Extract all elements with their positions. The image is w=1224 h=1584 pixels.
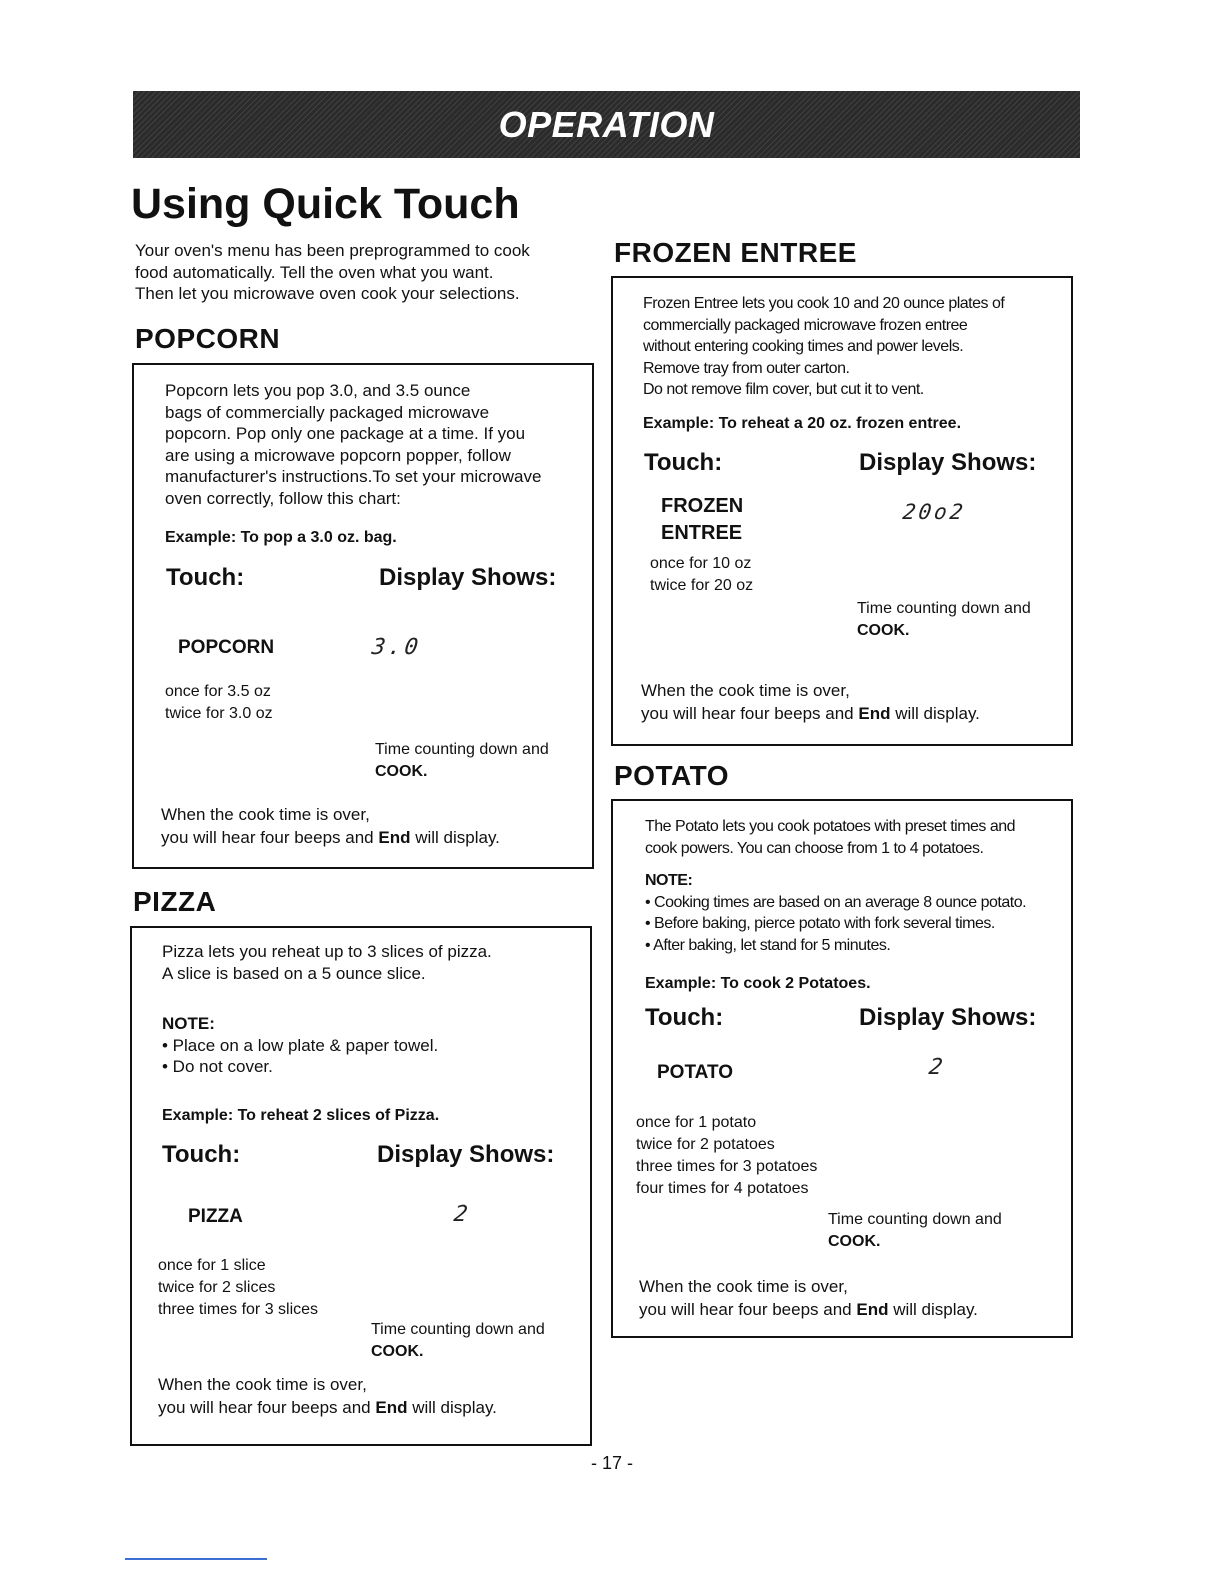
potato-notes: NOTE: • Cooking times are based on an average 8 ounce potato. • Before baking, pierce potato with fork several times. • After baking, let stand for 5 minutes. [645,872,1027,954]
pizza-notes: NOTE: • Place on a low plate & paper towel. • Do not cover. [162,1014,439,1076]
popcorn-display-readout: 3.0 [370,635,423,660]
potato-key: POTATO [657,1062,733,1083]
pizza-key: PIZZA [188,1206,243,1227]
pizza-box [130,926,592,1446]
frozen-entree-display-readout: 20o2 [901,500,968,524]
footer-divider [125,1558,267,1560]
popcorn-box [132,363,594,869]
pizza-description: Pizza lets you reheat up to 3 slices of pizza. A slice is based on a 5 ounce slice. [162,942,492,983]
potato-description: The Potato lets you cook potatoes with preset times and cook powers. You can choose from 1 to 4 potatoes. [645,818,1016,857]
pizza-display-label: Display Shows: [377,1141,555,1168]
frozen-entree-example: Example: To reheat a 20 oz. frozen entree. [643,415,962,432]
popcorn-countdown: Time counting down and COOK. [375,741,549,780]
frozen-entree-end-text: When the cook time is over, you will hear four beeps and End will display. [641,681,980,723]
potato-instructions: once for 1 potato twice for 2 potatoes three times for 3 potatoes four times for 4 potatoes [636,1114,818,1197]
popcorn-display-label: Display Shows: [379,564,557,591]
pizza-heading: PIZZA [133,886,217,917]
potato-display-readout: 2 [927,1055,948,1080]
banner-title: OPERATION [498,103,715,145]
frozen-entree-instructions: once for 10 oz twice for 20 oz [650,555,754,594]
frozen-entree-countdown: Time counting down and COOK. [857,600,1031,639]
potato-end-text: When the cook time is over, you will hear four beeps and End will display. [639,1277,978,1319]
frozen-entree-description: Frozen Entree lets you cook 10 and 20 ounce plates of commercially packaged microwave frozen entree without entering cooking times and power levels. Remove tray from outer carton. Do not remove film cover, but cut it to vent. [643,295,1005,398]
frozen-entree-box [611,276,1073,746]
frozen-entree-key: FROZEN ENTREE [661,495,744,544]
pizza-display-readout: 2 [452,1202,473,1227]
potato-example: Example: To cook 2 Potatoes. [645,975,871,992]
popcorn-description: Popcorn lets you pop 3.0, and 3.5 ounce bags of commercially packaged microwave popcorn. Pop only one package at a time. If you are using a microwave popcorn popper, follow manufacturer's instructions.To set your microwave oven correctly, follow this chart: [165,381,542,508]
popcorn-key: POPCORN [178,637,275,658]
frozen-entree-touch-label: Touch: [644,449,723,476]
intro-text: Your oven's menu has been preprogrammed to cook food automatically. Tell the oven what you want. Then let you microwave oven cook your selections. [135,241,530,303]
pizza-example: Example: To reheat 2 slices of Pizza. [162,1107,440,1124]
potato-display-label: Display Shows: [859,1004,1037,1031]
pizza-instructions: once for 1 slice twice for 2 slices three times for 3 slices [158,1257,319,1318]
potato-box [611,799,1073,1338]
popcorn-touch-label: Touch: [166,564,245,591]
frozen-entree-heading: FROZEN ENTREE [614,237,857,268]
popcorn-end-text: When the cook time is over, you will hear four beeps and End will display. [161,805,500,847]
frozen-entree-display-label: Display Shows: [859,449,1037,476]
page-number: - 17 - [590,1453,633,1473]
popcorn-instructions: once for 3.5 oz twice for 3.0 oz [165,683,273,722]
popcorn-heading: POPCORN [135,323,281,354]
pizza-touch-label: Touch: [162,1141,241,1168]
potato-countdown: Time counting down and COOK. [828,1211,1002,1250]
potato-touch-label: Touch: [645,1004,724,1031]
pizza-end-text: When the cook time is over, you will hear four beeps and End will display. [158,1375,497,1417]
page-title: Using Quick Touch [131,180,520,228]
potato-heading: POTATO [614,760,729,791]
pizza-countdown: Time counting down and COOK. [371,1321,545,1360]
section-banner [133,91,1080,158]
popcorn-example: Example: To pop a 3.0 oz. bag. [165,529,397,546]
